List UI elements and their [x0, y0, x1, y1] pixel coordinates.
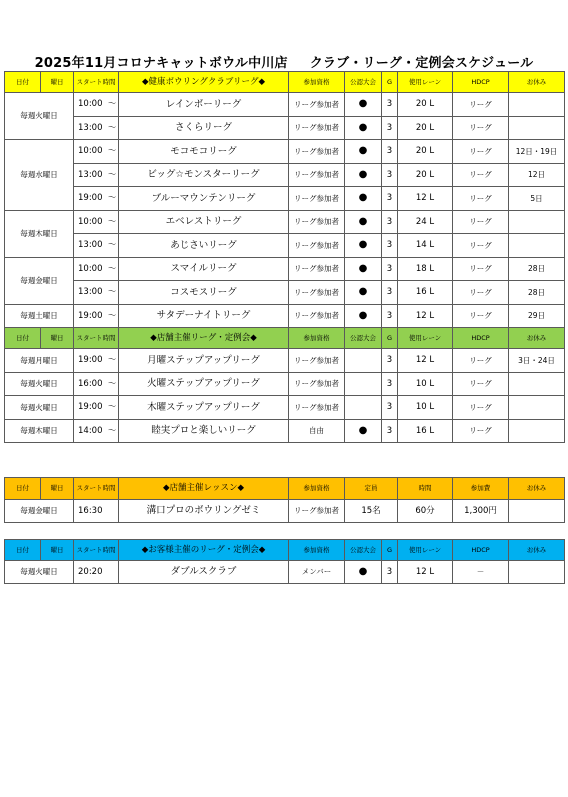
- official-mark: [345, 372, 382, 396]
- lanes: 10 L: [398, 372, 453, 396]
- start-time: 13:00 ～: [74, 116, 119, 140]
- section-title-store-league: ◆店舗主催リーグ・定例会◆: [119, 328, 289, 349]
- customer-row: [5, 561, 565, 584]
- event-name: スマイルリーグ: [119, 257, 289, 281]
- day-off: [509, 372, 565, 396]
- weekday-cell: 毎週木曜日: [5, 210, 74, 257]
- table-row: [5, 281, 565, 305]
- hdcp: －: [453, 561, 509, 584]
- games: 3: [382, 349, 398, 373]
- table-row: [5, 93, 565, 117]
- page-title: [0, 52, 568, 71]
- qualification: リーグ参加者: [289, 349, 345, 373]
- day-off: [509, 93, 565, 117]
- start-time: 19:00 ～: [74, 349, 119, 373]
- lanes: 20 L: [398, 163, 453, 187]
- games: 3: [382, 281, 398, 305]
- hdcp: リーグ: [453, 116, 509, 140]
- header-hdcp: HDCP: [453, 540, 509, 561]
- qualification: リーグ参加者: [289, 281, 345, 305]
- health-club-header-row: [5, 72, 565, 93]
- day-off: [509, 500, 565, 523]
- qualification: リーグ参加者: [289, 93, 345, 117]
- weekday-cell: 毎週金曜日: [5, 500, 74, 523]
- header-weekday: 曜日: [41, 328, 74, 349]
- qualification: リーグ参加者: [289, 187, 345, 211]
- time-range-tilde: ～: [102, 146, 117, 156]
- games: 3: [382, 210, 398, 234]
- games: 3: [382, 396, 398, 420]
- games: 3: [382, 257, 398, 281]
- event-name: 木曜ステップアップリーグ: [119, 396, 289, 420]
- capacity: 15名: [345, 500, 398, 523]
- hdcp: リーグ: [453, 396, 509, 420]
- day-off: 5日: [509, 187, 565, 211]
- header-games: G: [382, 540, 398, 561]
- header-games: G: [382, 328, 398, 349]
- table-row: [5, 419, 565, 443]
- event-name: ビッグ☆モンスターリーグ: [119, 163, 289, 187]
- table-row: [5, 140, 565, 164]
- start-time: 10:00 ～: [74, 140, 119, 164]
- qualification: リーグ参加者: [289, 234, 345, 258]
- lanes: 20 L: [398, 140, 453, 164]
- official-mark: ●: [345, 163, 382, 187]
- header-date: 日付: [5, 328, 41, 349]
- customer-league-table: [4, 539, 565, 584]
- duration: 60分: [398, 500, 453, 523]
- header-hdcp: HDCP: [453, 328, 509, 349]
- table-row: [5, 396, 565, 420]
- qualification: リーグ参加者: [289, 210, 345, 234]
- lanes: 16 L: [398, 281, 453, 305]
- title-schedule: クラブ・リーグ・定例会スケジュール: [309, 56, 534, 71]
- games: 3: [382, 234, 398, 258]
- table-row: [5, 116, 565, 140]
- header-qualification: 参加資格: [289, 478, 345, 500]
- start-time: 20:20: [74, 561, 119, 584]
- header-day-off: お休み: [509, 328, 565, 349]
- time-range-tilde: ～: [102, 310, 117, 321]
- official-mark: ●: [345, 116, 382, 140]
- lanes: 24 L: [398, 210, 453, 234]
- lanes: 12 L: [398, 349, 453, 373]
- header-weekday: 曜日: [41, 478, 74, 500]
- official-mark: ●: [345, 419, 382, 443]
- header-start-time: スタート時間: [74, 72, 119, 93]
- hdcp: リーグ: [453, 234, 509, 258]
- lanes: 14 L: [398, 234, 453, 258]
- time-range-tilde: ～: [102, 240, 117, 250]
- start-time: 13:00 ～: [74, 234, 119, 258]
- table-row: [5, 372, 565, 396]
- official-mark: ●: [345, 304, 382, 328]
- start-time: 19:00 ～: [74, 304, 119, 328]
- event-name: エベレストリーグ: [119, 210, 289, 234]
- header-official: 公認大会: [345, 540, 382, 561]
- section-title-lesson: ◆店舗主催レッスン◆: [119, 478, 289, 500]
- hdcp: リーグ: [453, 281, 509, 305]
- table-row: [5, 187, 565, 211]
- hdcp: リーグ: [453, 187, 509, 211]
- time-range-tilde: ～: [102, 122, 117, 133]
- lanes: 18 L: [398, 257, 453, 281]
- start-time: 13:00 ～: [74, 163, 119, 187]
- event-name: 火曜ステップアップリーグ: [119, 372, 289, 396]
- event-name: ブルーマウンテンリーグ: [119, 187, 289, 211]
- lanes: 20 L: [398, 116, 453, 140]
- event-name: ダブルスクラブ: [119, 561, 289, 584]
- header-capacity: 定員: [345, 478, 398, 500]
- weekday-cell: 毎週火曜日: [5, 93, 74, 140]
- start-time: 14:00 ～: [74, 419, 119, 443]
- header-duration: 時間: [398, 478, 453, 500]
- header-hdcp: HDCP: [453, 72, 509, 93]
- time-range-tilde: ～: [102, 425, 117, 436]
- header-date: 日付: [5, 72, 41, 93]
- header-games: G: [382, 72, 398, 93]
- header-weekday: 曜日: [41, 540, 74, 561]
- lanes: 10 L: [398, 396, 453, 420]
- official-mark: ●: [345, 257, 382, 281]
- event-name: サタデーナイトリーグ: [119, 304, 289, 328]
- hdcp: リーグ: [453, 372, 509, 396]
- games: 3: [382, 140, 398, 164]
- event-name: 睦実プロと楽しいリーグ: [119, 419, 289, 443]
- time-range-tilde: ～: [102, 287, 117, 297]
- header-start-time: スタート時間: [74, 478, 119, 500]
- official-mark: [345, 349, 382, 373]
- qualification: リーグ参加者: [289, 500, 345, 523]
- event-name: あじさいリーグ: [119, 234, 289, 258]
- weekday-cell: 毎週火曜日: [5, 396, 74, 420]
- lesson-row: [5, 500, 565, 523]
- hdcp: リーグ: [453, 210, 509, 234]
- event-name: さくらリーグ: [119, 116, 289, 140]
- main-schedule-table: [4, 71, 565, 443]
- start-time: 10:00 ～: [74, 93, 119, 117]
- time-range-tilde: ～: [102, 193, 117, 203]
- table-row: [5, 304, 565, 328]
- games: 3: [382, 372, 398, 396]
- start-time: 10:00 ～: [74, 257, 119, 281]
- header-date: 日付: [5, 478, 41, 500]
- qualification: リーグ参加者: [289, 116, 345, 140]
- section-title-customer: ◆お客様主催のリーグ・定例会◆: [119, 540, 289, 561]
- start-time: 19:00 ～: [74, 396, 119, 420]
- day-off: 28日: [509, 281, 565, 305]
- header-start-time: スタート時間: [74, 328, 119, 349]
- qualification: 自由: [289, 419, 345, 443]
- games: 3: [382, 163, 398, 187]
- lanes: 20 L: [398, 93, 453, 117]
- day-off: 12日・19日: [509, 140, 565, 164]
- qualification: リーグ参加者: [289, 163, 345, 187]
- day-off: [509, 396, 565, 420]
- lanes: 16 L: [398, 419, 453, 443]
- event-name: モコモコリーグ: [119, 140, 289, 164]
- day-off: [509, 234, 565, 258]
- header-qualification: 参加資格: [289, 72, 345, 93]
- table-row: [5, 257, 565, 281]
- header-day-off: お休み: [509, 478, 565, 500]
- start-time: 19:00 ～: [74, 187, 119, 211]
- games: 3: [382, 116, 398, 140]
- header-fee: 参加費: [453, 478, 509, 500]
- weekday-cell: 毎週月曜日: [5, 349, 74, 373]
- qualification: リーグ参加者: [289, 140, 345, 164]
- qualification: リーグ参加者: [289, 257, 345, 281]
- day-off: [509, 561, 565, 584]
- lesson-table: [4, 477, 565, 523]
- games: 3: [382, 187, 398, 211]
- header-lanes: 使用レーン: [398, 72, 453, 93]
- day-off: 28日: [509, 257, 565, 281]
- hdcp: リーグ: [453, 304, 509, 328]
- time-range-tilde: ～: [102, 169, 117, 180]
- day-off: 3日・24日: [509, 349, 565, 373]
- games: 3: [382, 419, 398, 443]
- header-official: 公認大会: [345, 72, 382, 93]
- header-lanes: 使用レーン: [398, 540, 453, 561]
- event-name: コスモスリーグ: [119, 281, 289, 305]
- weekday-cell: 毎週火曜日: [5, 372, 74, 396]
- start-time: 16:30: [74, 500, 119, 523]
- table-row: [5, 210, 565, 234]
- hdcp: リーグ: [453, 349, 509, 373]
- time-range-tilde: ～: [102, 355, 117, 365]
- start-time: 13:00 ～: [74, 281, 119, 305]
- lanes: 12 L: [398, 187, 453, 211]
- header-day-off: お休み: [509, 540, 565, 561]
- games: 3: [382, 304, 398, 328]
- time-range-tilde: ～: [102, 402, 117, 412]
- day-off: [509, 210, 565, 234]
- qualification: メンバー: [289, 561, 345, 584]
- weekday-cell: 毎週金曜日: [5, 257, 74, 304]
- official-mark: ●: [345, 93, 382, 117]
- time-range-tilde: ～: [102, 263, 117, 274]
- weekday-cell: 毎週土曜日: [5, 304, 74, 328]
- games: 3: [382, 93, 398, 117]
- time-range-tilde: ～: [102, 216, 117, 227]
- official-mark: ●: [345, 561, 382, 584]
- hdcp: リーグ: [453, 140, 509, 164]
- header-start-time: スタート時間: [74, 540, 119, 561]
- lanes: 12 L: [398, 561, 453, 584]
- header-date: 日付: [5, 540, 41, 561]
- day-off: [509, 419, 565, 443]
- header-weekday: 曜日: [41, 72, 74, 93]
- header-day-off: お休み: [509, 72, 565, 93]
- header-qualification: 参加資格: [289, 328, 345, 349]
- official-mark: ●: [345, 210, 382, 234]
- header-qualification: 参加資格: [289, 540, 345, 561]
- official-mark: ●: [345, 234, 382, 258]
- official-mark: [345, 396, 382, 420]
- official-mark: ●: [345, 281, 382, 305]
- store-league-header-row: [5, 328, 565, 349]
- event-name: 月曜ステップアップリーグ: [119, 349, 289, 373]
- hdcp: リーグ: [453, 419, 509, 443]
- qualification: リーグ参加者: [289, 372, 345, 396]
- start-time: 10:00 ～: [74, 210, 119, 234]
- section-title-health-club: ◆健康ボウリングクラブリーグ◆: [119, 72, 289, 93]
- day-off: [509, 116, 565, 140]
- fee: 1,300円: [453, 500, 509, 523]
- hdcp: リーグ: [453, 163, 509, 187]
- games: 3: [382, 561, 398, 584]
- qualification: リーグ参加者: [289, 304, 345, 328]
- day-off: 12日: [509, 163, 565, 187]
- hdcp: リーグ: [453, 93, 509, 117]
- time-range-tilde: ～: [102, 99, 117, 109]
- event-name: レインボーリーグ: [119, 93, 289, 117]
- table-row: [5, 234, 565, 258]
- customer-header-row: [5, 540, 565, 561]
- official-mark: ●: [345, 140, 382, 164]
- day-off: 29日: [509, 304, 565, 328]
- title-store: 2025年11月コロナキャットボウル中川店: [34, 56, 288, 71]
- header-lanes: 使用レーン: [398, 328, 453, 349]
- qualification: リーグ参加者: [289, 396, 345, 420]
- official-mark: ●: [345, 187, 382, 211]
- start-time: 16:00 ～: [74, 372, 119, 396]
- table-row: [5, 349, 565, 373]
- time-range-tilde: ～: [102, 378, 117, 389]
- hdcp: リーグ: [453, 257, 509, 281]
- table-row: [5, 163, 565, 187]
- weekday-cell: 毎週水曜日: [5, 140, 74, 211]
- header-official: 公認大会: [345, 328, 382, 349]
- weekday-cell: 毎週火曜日: [5, 561, 74, 584]
- event-name: 溝口プロのボウリングゼミ: [119, 500, 289, 523]
- lesson-header-row: [5, 478, 565, 500]
- weekday-cell: 毎週木曜日: [5, 419, 74, 443]
- lanes: 12 L: [398, 304, 453, 328]
